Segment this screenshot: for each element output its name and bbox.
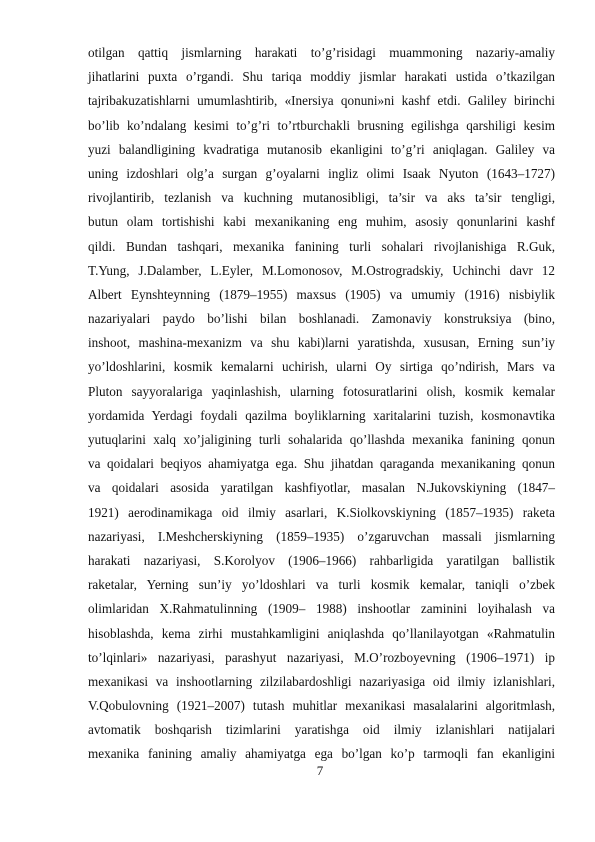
- text-line: Pluton sayyoralariga yaqinlashish, ularning fotosuratlarini olish, kosmik kemalar: [88, 383, 555, 399]
- text-line: hisoblashda, kema zirhi mustahkamligini aniqlashda qo’llanilayotgan «Rahmatulin: [88, 625, 555, 641]
- text-line: yordamida Yerdagi foydali qazilma boyliklarning xaritalarini tuzish, kosmonavtika: [88, 407, 555, 423]
- text-line: nazariyalari paydo bo’lishi bilan boshlanadi. Zamonaviy konstruksiya (bino,: [88, 311, 555, 327]
- text-line: qildi. Bundan tashqari, mexanika fanining turli sohalari rivojlanishiga R.Guk,: [88, 238, 555, 254]
- text-line: 1921) aerodinamikaga oid ilmiy asarlari, K.Siolkovskiyning (1857–1935) raketa: [88, 504, 555, 520]
- text-line: mexanikasi va inshootlarning zilzilabardoshligi nazariyasiga oid ilmiy izlanishlari,: [88, 673, 555, 689]
- text-line: butun olam tortishishi kabi mexanikaning eng muhim, asosiy qonunlarini kashf: [88, 214, 555, 230]
- text-line: yo’ldoshlarini, kosmik kemalarni uchirish, ularni Oy sirtiga qo’ndirish, Mars va: [88, 359, 555, 375]
- text-line: rivojlantirib, tezlanish va kuchning mutanosibligi, ta’sir va aks ta’sir tengligi,: [88, 190, 555, 206]
- text-line: avtomatik boshqarish tizimlarini yaratishga oid ilmiy izlanishlari natijalari: [88, 722, 555, 738]
- text-line: to’lqinlari» nazariyasi, parashyut nazariyasi, M.O’rozboyevning (1906–1971) ip: [88, 649, 555, 665]
- text-line: V.Qobulovning (1921–2007) tutash muhitlar mexanikasi masalalarini algoritmlash,: [88, 698, 555, 714]
- text-line: va qoidalari asosida yaratilgan kashfiyotlar, masalan N.Jukovskiyning (1847–: [88, 480, 555, 496]
- text-line: nazariyasi, I.Meshcherskiyning (1859–1935) o’zgaruvchan massali jismlarning: [88, 528, 555, 544]
- text-line: inshoot, mashina-mexanizm va shu kabi)larni yaratishda, xususan, Erning sun’iy: [88, 335, 555, 351]
- text-line: yutuqlarini xalq xo’jaligining turli sohalarida qo’llashda mexanika fanining qonun: [88, 432, 555, 447]
- page-number: 7: [316, 763, 324, 778]
- text-line: va qoidalari beqiyos ahamiyatga ega. Shu jihatdan qaraganda mexanikaning qonun: [88, 456, 555, 472]
- text-line: bo’lib ko’ndalang kesimi to’g’ri to’rtburchakli brusning egilishga qarshiligi kesim: [88, 117, 555, 133]
- text-line: Albert Eynshteynning (1879–1955) maxsus (1905) va umumiy (1916) nisbiylik: [88, 286, 555, 302]
- text-line: olimlaridan X.Rahmatulinning (1909– 1988) inshootlar zaminini loyihalash va: [88, 601, 555, 617]
- text-line: yuzi balandligining kvadratiga mutanosib ekanligini to’g’ri aniqlagan. Galiley va: [88, 141, 555, 157]
- text-line: T.Yung, J.Dalamber, L.Eyler, M.Lomonosov, M.Ostrogradskiy, Uchinchi davr 12: [88, 262, 555, 278]
- text-line: raketalar, Yerning sun’iy yo’ldoshlari va turli kosmik kemalar, taniqli o’zbek: [88, 577, 555, 593]
- body-text: [88, 41, 555, 767]
- text-line: otilgan qattiq jismlarning harakati to’g’risidagi muammoning nazariy-amaliy: [88, 45, 555, 60]
- text-line: uning izdoshlari olg’a surgan g’oyalarni ingliz olimi Isaak Nyuton (1643–1727): [88, 165, 555, 181]
- text-line: mexanika fanining amaliy ahamiyatga ega bo’lgan ko’p tarmoqli fan ekanligini: [88, 746, 555, 762]
- text-line: harakati nazariyasi, S.Korolyov (1906–1966) rahbarligida yaratilgan ballistik: [88, 552, 555, 568]
- text-line: jihatlarini puxta o’rgandi. Shu tariqa moddiy jismlar harakati ustida o’tkazilgan: [88, 69, 555, 85]
- text-line: tajribakuzatishlarni umumlashtirib, «Inersiya qonuni»ni kashf etdi. Galiley birinchi: [88, 93, 555, 109]
